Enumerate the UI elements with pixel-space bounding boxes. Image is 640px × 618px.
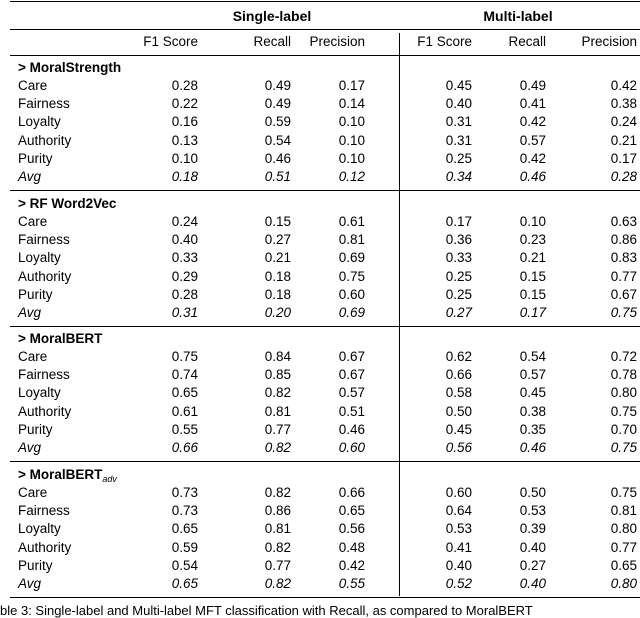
table-cell: 0.35: [519, 421, 546, 437]
table-cell: 0.42: [519, 150, 546, 166]
table-cell: 0.80: [610, 576, 637, 591]
table-cell: 0.77: [264, 421, 291, 437]
table-cell: 0.75: [610, 403, 637, 419]
table-cell: 0.16: [171, 114, 198, 130]
row-label: Avg: [18, 440, 42, 455]
table-cell: 0.10: [338, 150, 365, 166]
section-title-text: > MoralBERT: [18, 331, 103, 346]
row-label: Care: [18, 485, 48, 500]
row-label: Purity: [18, 421, 53, 437]
table-cell: 0.57: [338, 385, 365, 401]
column-header: F1 Score: [143, 34, 198, 49]
table-cell: 0.57: [519, 132, 546, 148]
column-header: F1 Score: [417, 34, 472, 49]
row-label: Care: [18, 349, 48, 364]
table-cell: 0.18: [264, 268, 291, 284]
table-cell: 0.65: [171, 521, 198, 537]
table-cell: 0.55: [338, 576, 365, 591]
table-cell: 0.18: [264, 286, 291, 302]
row-label: Avg: [18, 169, 42, 184]
table-cell: 0.46: [264, 150, 291, 166]
table-cell: 0.48: [338, 539, 365, 555]
table-cell: 0.17: [610, 150, 637, 166]
table-cell: 0.42: [610, 78, 637, 93]
table-cell: 0.46: [519, 169, 546, 184]
table-cell: 0.27: [519, 557, 546, 573]
table-cell: 0.40: [519, 539, 546, 555]
table-cell: 0.55: [171, 421, 198, 437]
table-cell: 0.57: [519, 367, 546, 383]
table-cell: 0.42: [338, 557, 365, 573]
table-cell: 0.28: [171, 286, 198, 302]
table-cell: 0.54: [519, 349, 546, 364]
table-cell: 0.53: [445, 521, 472, 537]
table-cell: 0.25: [445, 150, 472, 166]
section-rule: [10, 326, 640, 327]
table-cell: 0.58: [445, 385, 472, 401]
table-cell: 0.38: [610, 96, 637, 112]
table-cell: 0.62: [445, 349, 472, 364]
table-cell: 0.61: [338, 214, 365, 229]
table-cell: 0.81: [264, 521, 291, 537]
table-cell: 0.86: [610, 232, 637, 248]
top-rule: [10, 1, 640, 2]
table-cell: 0.38: [519, 403, 546, 419]
table-cell: 0.81: [610, 503, 637, 519]
table-cell: 0.86: [264, 503, 291, 519]
table-cell: 0.77: [610, 268, 637, 284]
table-cell: 0.75: [610, 440, 637, 455]
table-cell: 0.41: [519, 96, 546, 112]
table-cell: 0.12: [338, 169, 365, 184]
row-label: Authority: [18, 539, 72, 555]
table-cell: 0.17: [445, 214, 472, 229]
table-cell: 0.28: [610, 169, 637, 184]
row-label: Fairness: [18, 367, 70, 383]
table-cell: 0.25: [445, 286, 472, 302]
table-cell: 0.75: [338, 268, 365, 284]
table-cell: 0.42: [519, 114, 546, 130]
table-cell: 0.25: [445, 268, 472, 284]
table-cell: 0.67: [338, 367, 365, 383]
table-cell: 0.40: [171, 232, 198, 248]
table-cell: 0.33: [171, 250, 198, 266]
table-cell: 0.81: [338, 232, 365, 248]
table-cell: 0.17: [338, 78, 365, 93]
table-cell: 0.31: [171, 305, 198, 320]
table-cell: 0.27: [445, 305, 472, 320]
table-cell: 0.73: [171, 485, 198, 500]
table-cell: 0.28: [171, 78, 198, 93]
row-label: Fairness: [18, 232, 70, 248]
row-label: Care: [18, 214, 48, 229]
table-cell: 0.60: [445, 485, 472, 500]
table-cell: 0.10: [519, 214, 546, 229]
table-cell: 0.81: [264, 403, 291, 419]
table-cell: 0.66: [171, 440, 198, 455]
table-cell: 0.75: [171, 349, 198, 364]
table-cell: 0.22: [171, 96, 198, 112]
table-cell: 0.67: [338, 349, 365, 364]
table-cell: 0.61: [171, 403, 198, 419]
table-cell: 0.49: [264, 96, 291, 112]
table-cell: 0.75: [610, 485, 637, 500]
table-cell: 0.52: [445, 576, 472, 591]
column-header: Recall: [508, 34, 546, 49]
row-label: Authority: [18, 132, 72, 148]
section-title-subscript: adv: [102, 474, 117, 484]
section-title: [18, 331, 102, 347]
header-bottom-rule: [10, 55, 640, 56]
table-cell: 0.27: [264, 232, 291, 248]
table-cell: 0.40: [519, 576, 546, 591]
table-cell: 0.17: [519, 305, 546, 320]
table-cell: 0.13: [171, 132, 198, 148]
table-cell: 0.49: [264, 78, 291, 93]
section-title: [18, 467, 117, 487]
row-label: Fairness: [18, 96, 70, 112]
table-cell: 0.39: [519, 521, 546, 537]
table-cell: 0.15: [519, 286, 546, 302]
table-cell: 0.77: [610, 539, 637, 555]
section-title-text: > MoralStrength: [18, 60, 122, 75]
table-cell: 0.21: [610, 132, 637, 148]
row-label: Fairness: [18, 503, 70, 519]
table-cell: 0.69: [338, 250, 365, 266]
table-cell: 0.10: [338, 114, 365, 130]
table-cell: 0.34: [445, 169, 472, 184]
table-cell: 0.64: [445, 503, 472, 519]
table-cell: 0.45: [519, 385, 546, 401]
table-cell: 0.85: [264, 367, 291, 383]
header-group-multi: Multi-label: [483, 8, 553, 24]
table-caption: ble 3: Single-label and Multi-label MFT classification with Recall, as compared to MoralBERT: [0, 603, 533, 618]
table-cell: 0.70: [610, 421, 637, 437]
table-cell: 0.59: [171, 539, 198, 555]
table-cell: 0.56: [338, 521, 365, 537]
table-cell: 0.40: [445, 96, 472, 112]
table-cell: 0.82: [264, 440, 291, 455]
row-label: Authority: [18, 403, 72, 419]
table-cell: 0.53: [519, 503, 546, 519]
table-cell: 0.49: [519, 78, 546, 93]
table-cell: 0.45: [445, 421, 472, 437]
table-cell: 0.60: [338, 286, 365, 302]
table-cell: 0.10: [338, 132, 365, 148]
row-label: Purity: [18, 150, 53, 166]
table-cell: 0.41: [445, 539, 472, 555]
table-cell: 0.66: [445, 367, 472, 383]
table-cell: 0.67: [610, 286, 637, 302]
table-cell: 0.69: [338, 305, 365, 320]
table-cell: 0.29: [171, 268, 198, 284]
table-cell: 0.33: [445, 250, 472, 266]
table-cell: 0.10: [171, 150, 198, 166]
table-cell: 0.63: [610, 214, 637, 229]
row-label: Purity: [18, 286, 53, 302]
table-cell: 0.18: [171, 169, 198, 184]
column-header: Precision: [581, 34, 637, 49]
table-cell: 0.50: [519, 485, 546, 500]
table-cell: 0.31: [445, 114, 472, 130]
table-cell: 0.46: [338, 421, 365, 437]
table-cell: 0.82: [264, 539, 291, 555]
table-cell: 0.84: [264, 349, 291, 364]
table-cell: 0.31: [445, 132, 472, 148]
table-cell: 0.46: [519, 440, 546, 455]
section-rule: [10, 190, 640, 191]
table-cell: 0.14: [338, 96, 365, 112]
row-label: Avg: [18, 576, 42, 591]
row-label: Care: [18, 78, 48, 93]
table-cell: 0.24: [171, 214, 198, 229]
table-cell: 0.54: [264, 132, 291, 148]
section-title: [18, 196, 116, 212]
section-title-text: > MoralBERT: [18, 467, 103, 482]
table-cell: 0.75: [610, 305, 637, 320]
table-cell: 0.78: [610, 367, 637, 383]
table-cell: 0.82: [264, 485, 291, 500]
column-header: Recall: [253, 34, 291, 49]
table-cell: 0.77: [264, 557, 291, 573]
header-mid-rule: [10, 29, 640, 30]
table-cell: 0.73: [171, 503, 198, 519]
row-label: Purity: [18, 557, 53, 573]
table-cell: 0.56: [445, 440, 472, 455]
group-divider: [399, 33, 400, 596]
header-group-single: Single-label: [232, 8, 312, 24]
table-cell: 0.23: [519, 232, 546, 248]
section-rule: [10, 461, 640, 462]
table-cell: 0.65: [171, 385, 198, 401]
table-cell: 0.72: [610, 349, 637, 364]
bottom-rule: [10, 597, 640, 598]
table-cell: 0.15: [264, 214, 291, 229]
table-cell: 0.59: [264, 114, 291, 130]
table-cell: 0.54: [171, 557, 198, 573]
table-cell: 0.20: [264, 305, 291, 320]
row-label: Loyalty: [18, 385, 61, 401]
table-cell: 0.60: [338, 440, 365, 455]
row-label: Loyalty: [18, 521, 61, 537]
table-cell: 0.15: [519, 268, 546, 284]
table-cell: 0.82: [264, 576, 291, 591]
table-cell: 0.21: [519, 250, 546, 266]
section-title: [18, 60, 121, 76]
table-cell: 0.65: [610, 557, 637, 573]
table-cell: 0.83: [610, 250, 637, 266]
table-cell: 0.80: [610, 385, 637, 401]
table-cell: 0.50: [445, 403, 472, 419]
table-cell: 0.80: [610, 521, 637, 537]
table-cell: 0.65: [171, 576, 198, 591]
table-cell: 0.51: [338, 403, 365, 419]
table-cell: 0.36: [445, 232, 472, 248]
table-cell: 0.82: [264, 385, 291, 401]
table-cell: 0.65: [338, 503, 365, 519]
row-label: Loyalty: [18, 114, 61, 130]
table-cell: 0.66: [338, 485, 365, 500]
table-cell: 0.40: [445, 557, 472, 573]
table-cell: 0.21: [264, 250, 291, 266]
table-cell: 0.45: [445, 78, 472, 93]
row-label: Loyalty: [18, 250, 61, 266]
table-cell: 0.74: [171, 367, 198, 383]
row-label: Authority: [18, 268, 72, 284]
table-cell: 0.24: [610, 114, 637, 130]
row-label: Avg: [18, 305, 42, 320]
column-header: Precision: [309, 34, 365, 49]
table-cell: 0.51: [264, 169, 291, 184]
section-title-text: > RF Word2Vec: [18, 196, 117, 211]
